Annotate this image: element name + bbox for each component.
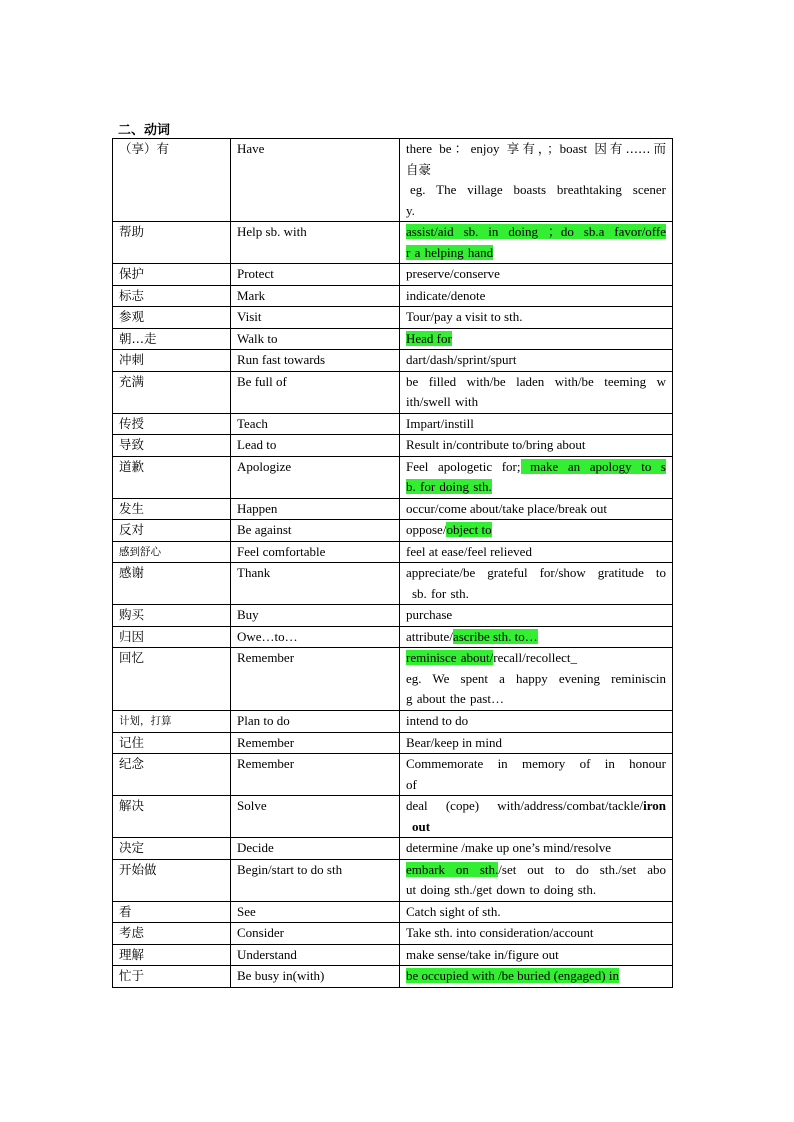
advanced-expressions: Take sth. into consideration/account	[400, 923, 673, 945]
advanced-expressions: purchase	[400, 605, 673, 627]
advanced-expressions: determine /make up one’s mind/resolve	[400, 838, 673, 860]
english-basic: Solve	[231, 796, 400, 838]
advanced-expressions: be occupied with /be buried (engaged) in	[400, 966, 673, 988]
advanced-expressions: dart/dash/sprint/spurt	[400, 350, 673, 372]
english-basic: Plan to do	[231, 711, 400, 733]
english-basic: Begin/start to do sth	[231, 859, 400, 901]
table-row	[113, 520, 673, 542]
english-basic: Run fast towards	[231, 350, 400, 372]
chinese-term: 开始做	[113, 859, 231, 901]
english-basic: Decide	[231, 838, 400, 860]
table-row	[113, 944, 673, 966]
advanced-expressions: indicate/denote	[400, 285, 673, 307]
table-row	[113, 563, 673, 605]
advanced-expressions: there be：enjoy 享有，；boast 因有……而 自豪 eg. The village boasts breathtaking scener y.	[400, 139, 673, 222]
table-row	[113, 222, 673, 264]
advanced-expressions: feel at ease/feel relieved	[400, 541, 673, 563]
advanced-expressions: Commemorate in memory of in honour of	[400, 754, 673, 796]
table-row	[113, 901, 673, 923]
table-row	[113, 648, 673, 711]
chinese-term: 计划，打算	[113, 711, 231, 733]
table-row	[113, 626, 673, 648]
chinese-term: 回忆	[113, 648, 231, 711]
table-row	[113, 605, 673, 627]
advanced-expressions: deal (cope) with/address/combat/tackle/iron out	[400, 796, 673, 838]
english-basic: Thank	[231, 563, 400, 605]
chinese-term: 冲刺	[113, 350, 231, 372]
english-basic: Remember	[231, 732, 400, 754]
advanced-expressions: intend to do	[400, 711, 673, 733]
chinese-term: 反对	[113, 520, 231, 542]
table-row	[113, 966, 673, 988]
table-row	[113, 371, 673, 413]
section-heading: 二、动词	[118, 123, 171, 138]
advanced-expressions: attribute/ascribe sth. to…	[400, 626, 673, 648]
english-basic: Help sb. with	[231, 222, 400, 264]
advanced-expressions: preserve/conserve	[400, 264, 673, 286]
english-basic: Consider	[231, 923, 400, 945]
table-row	[113, 350, 673, 372]
chinese-term: 记住	[113, 732, 231, 754]
advanced-expressions: make sense/take in/figure out	[400, 944, 673, 966]
chinese-term: 道歉	[113, 456, 231, 498]
advanced-expressions: Head for	[400, 328, 673, 350]
english-basic: Owe…to…	[231, 626, 400, 648]
advanced-expressions: assist/aid sb. in doing ；do sb.a favor/offe r a helping hand	[400, 222, 673, 264]
chinese-term: 决定	[113, 838, 231, 860]
english-basic: Happen	[231, 498, 400, 520]
chinese-term: 传授	[113, 413, 231, 435]
chinese-term: 参观	[113, 307, 231, 329]
english-basic: Remember	[231, 648, 400, 711]
table-row	[113, 456, 673, 498]
table-row	[113, 923, 673, 945]
english-basic: Remember	[231, 754, 400, 796]
advanced-expressions: reminisce about/recall/recollect_ eg. We spent a happy evening reminiscin g about the past…	[400, 648, 673, 711]
english-basic: Visit	[231, 307, 400, 329]
advanced-expressions: be filled with/be laden with/be teeming w ith/swell with	[400, 371, 673, 413]
english-basic: Protect	[231, 264, 400, 286]
chinese-term: 考虑	[113, 923, 231, 945]
advanced-expressions: Result in/contribute to/bring about	[400, 435, 673, 457]
chinese-term: 忙于	[113, 966, 231, 988]
table-row	[113, 859, 673, 901]
chinese-term: 帮助	[113, 222, 231, 264]
advanced-expressions: Tour/pay a visit to sth.	[400, 307, 673, 329]
table-row	[113, 732, 673, 754]
chinese-term: 购买	[113, 605, 231, 627]
advanced-expressions: Catch sight of sth.	[400, 901, 673, 923]
table-row	[113, 498, 673, 520]
chinese-term: 发生	[113, 498, 231, 520]
table-row	[113, 435, 673, 457]
table-row	[113, 838, 673, 860]
chinese-term: 感谢	[113, 563, 231, 605]
chinese-term: 导致	[113, 435, 231, 457]
english-basic: Lead to	[231, 435, 400, 457]
chinese-term: 朝…走	[113, 328, 231, 350]
table-row	[113, 139, 673, 222]
chinese-term: 标志	[113, 285, 231, 307]
english-basic: Mark	[231, 285, 400, 307]
table-row	[113, 754, 673, 796]
english-basic: Buy	[231, 605, 400, 627]
table-row	[113, 413, 673, 435]
advanced-expressions: embark on sth./set out to do sth./set abo ut doing sth./get down to doing sth.	[400, 859, 673, 901]
table-row	[113, 307, 673, 329]
english-basic: Be full of	[231, 371, 400, 413]
chinese-term: 看	[113, 901, 231, 923]
chinese-term: 保护	[113, 264, 231, 286]
english-basic: Be against	[231, 520, 400, 542]
table-row	[113, 796, 673, 838]
chinese-term: 感到舒心	[113, 541, 231, 563]
advanced-expressions: Bear/keep in mind	[400, 732, 673, 754]
english-basic: Understand	[231, 944, 400, 966]
advanced-expressions: oppose/object to	[400, 520, 673, 542]
chinese-term: 充满	[113, 371, 231, 413]
table-row	[113, 711, 673, 733]
chinese-term: 解决	[113, 796, 231, 838]
table-row	[113, 264, 673, 286]
chinese-term: 理解	[113, 944, 231, 966]
english-basic: Teach	[231, 413, 400, 435]
advanced-expressions: occur/come about/take place/break out	[400, 498, 673, 520]
english-basic: Be busy in(with)	[231, 966, 400, 988]
chinese-term: 归因	[113, 626, 231, 648]
table-row	[113, 541, 673, 563]
advanced-expressions: Feel apologetic for; make an apology to s b. for doing sth.	[400, 456, 673, 498]
english-basic: See	[231, 901, 400, 923]
advanced-expressions: Impart/instill	[400, 413, 673, 435]
english-basic: Walk to	[231, 328, 400, 350]
table-row	[113, 328, 673, 350]
english-basic: Have	[231, 139, 400, 222]
chinese-term: （享）有	[113, 139, 231, 222]
english-basic: Feel comfortable	[231, 541, 400, 563]
verb-vocabulary-table	[112, 138, 673, 988]
table-row	[113, 285, 673, 307]
english-basic: Apologize	[231, 456, 400, 498]
advanced-expressions: appreciate/be grateful for/show gratitude to sb. for sth.	[400, 563, 673, 605]
chinese-term: 纪念	[113, 754, 231, 796]
